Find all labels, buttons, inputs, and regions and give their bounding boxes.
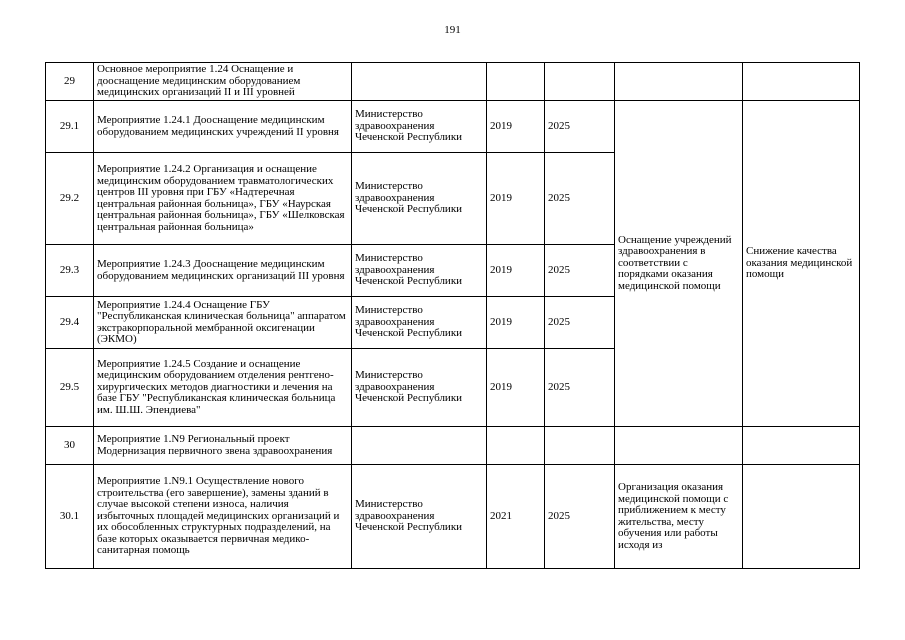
end-year: 2025 xyxy=(545,297,615,349)
program-table xyxy=(45,62,860,569)
row-number: 30 xyxy=(46,427,94,465)
row-number: 29.3 xyxy=(46,245,94,297)
table-row xyxy=(46,101,860,153)
end-year xyxy=(545,427,615,465)
measure-name: Мероприятие 1.24.4 Оснащение ГБУ "Республиканская клиническая больница" аппаратом экстракорпоральной мембранной оксигенации (ЭКМО) xyxy=(94,297,352,349)
start-year: 2019 xyxy=(487,349,545,427)
end-year xyxy=(545,63,615,101)
row-number: 29.2 xyxy=(46,153,94,245)
executor: Министерство здравоохранения Чеченской Республики xyxy=(352,349,487,427)
expected-result xyxy=(615,427,743,465)
measure-name: Мероприятие 1.24.2 Организация и оснащение медицинским оборудованием травматологических центров III уровня при ГБУ «Надтеречная центральная районная больница», ГБУ «Наурская центральная районная больница», ГБУ «Шелковская центральная районная больница» xyxy=(94,153,352,245)
consequence xyxy=(743,427,860,465)
start-year xyxy=(487,63,545,101)
row-number: 29.1 xyxy=(46,101,94,153)
start-year: 2021 xyxy=(487,465,545,569)
measure-name: Мероприятие 1.24.1 Дооснащение медицинским оборудованием медицинских учреждений II уровня xyxy=(94,101,352,153)
executor: Министерство здравоохранения Чеченской Республики xyxy=(352,297,487,349)
start-year: 2019 xyxy=(487,297,545,349)
end-year: 2025 xyxy=(545,101,615,153)
end-year: 2025 xyxy=(545,245,615,297)
expected-result: Организация оказания медицинской помощи с приближением к месту жительства, месту обучения или работы исходя из xyxy=(615,465,743,569)
start-year: 2019 xyxy=(487,245,545,297)
start-year: 2019 xyxy=(487,153,545,245)
table-row xyxy=(46,427,860,465)
start-year xyxy=(487,427,545,465)
end-year: 2025 xyxy=(545,153,615,245)
row-number: 29.5 xyxy=(46,349,94,427)
row-number: 29 xyxy=(46,63,94,101)
page-number: 191 xyxy=(444,24,461,36)
measure-name: Мероприятие 1.N9.1 Осуществление нового строительства (его завершение), замены зданий в случае высокой степени износа, наличия избыточных площадей медицинских организаций и их обособленных структурных подразделений, на базе которых оказывается первичная медико-санитарная помощь xyxy=(94,465,352,569)
measure-name: Основное мероприятие 1.24 Оснащение и дооснащение медицинским оборудованием медицинских организаций II и III уровней xyxy=(94,63,352,101)
measure-name: Мероприятие 1.24.3 Дооснащение медицинским оборудованием медицинских организаций III уровня xyxy=(94,245,352,297)
row-number: 29.4 xyxy=(46,297,94,349)
consequence xyxy=(743,63,860,101)
table-row xyxy=(46,465,860,569)
end-year: 2025 xyxy=(545,465,615,569)
end-year: 2025 xyxy=(545,349,615,427)
expected-result: Оснащение учреждений здравоохранения в соответствии с порядками оказания медицинской помощи xyxy=(615,101,743,427)
start-year: 2019 xyxy=(487,101,545,153)
executor xyxy=(352,427,487,465)
expected-result xyxy=(615,63,743,101)
measure-name: Мероприятие 1.N9 Региональный проект Модернизация первичного звена здравоохранения xyxy=(94,427,352,465)
consequence xyxy=(743,465,860,569)
consequence: Снижение качества оказания медицинской помощи xyxy=(743,101,860,427)
executor: Министерство здравоохранения Чеченской Республики xyxy=(352,245,487,297)
executor: Министерство здравоохранения Чеченской Республики xyxy=(352,465,487,569)
executor: Министерство здравоохранения Чеченской Республики xyxy=(352,153,487,245)
measure-name: Мероприятие 1.24.5 Создание и оснащение медицинским оборудованием отделения рентгено-хирургических методов диагностики и лечения на базе ГБУ "Республиканская клиническая больница им. Ш.Ш. Эпендиева" xyxy=(94,349,352,427)
executor xyxy=(352,63,487,101)
table-row xyxy=(46,63,860,101)
executor: Министерство здравоохранения Чеченской Республики xyxy=(352,101,487,153)
row-number: 30.1 xyxy=(46,465,94,569)
